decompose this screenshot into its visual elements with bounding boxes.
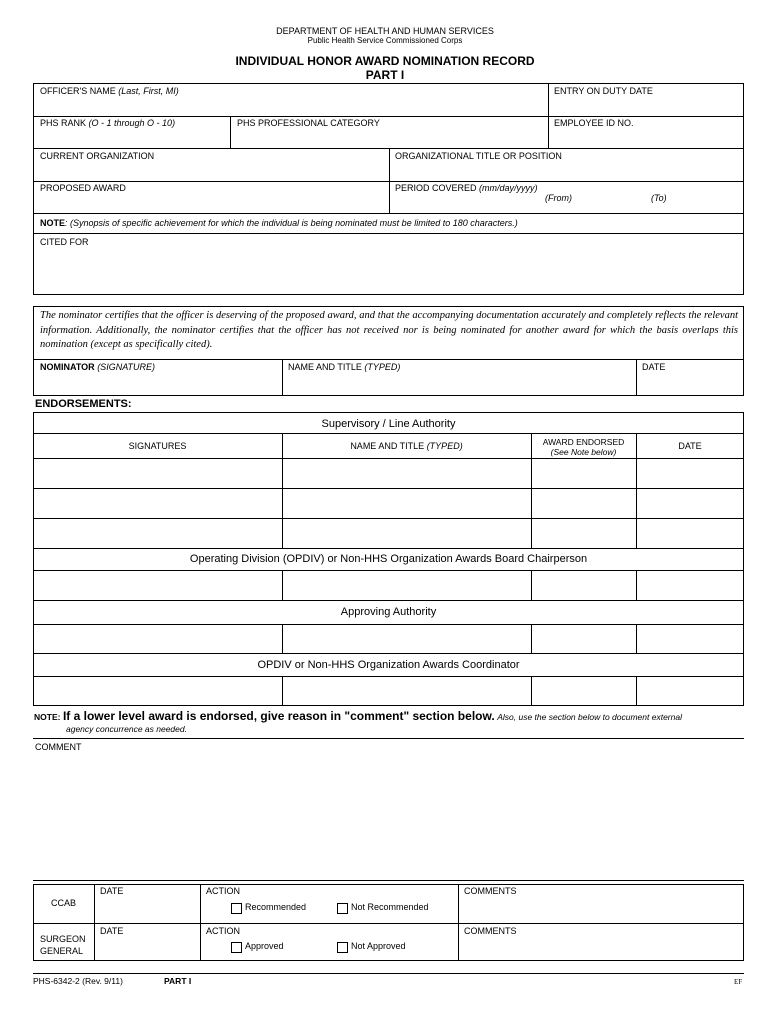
not-approved-checkbox[interactable] <box>337 942 348 953</box>
col-date: DATE <box>678 441 702 451</box>
department-name: DEPARTMENT OF HEALTH AND HUMAN SERVICES <box>276 26 494 36</box>
officer-name-hint: (Last, First, MI) <box>118 86 179 96</box>
corps-name: Public Health Service Commissioned Corps <box>307 36 463 45</box>
form-part: PART I <box>365 68 405 82</box>
name-title-label: NAME AND TITLE <box>288 362 362 372</box>
nominator-name-title-field[interactable] <box>288 362 400 372</box>
recommended-checkbox[interactable] <box>231 903 242 914</box>
period-covered-field[interactable] <box>395 183 538 193</box>
lower-level-note <box>34 709 682 723</box>
officer-name-label: OFFICER'S NAME <box>40 86 116 96</box>
lower-note-label: NOTE: <box>34 712 61 722</box>
nominator-hint: (SIGNATURE) <box>97 362 156 372</box>
lower-note-rest: Also, use the section below to document external <box>497 712 682 722</box>
comment-field[interactable]: COMMENT <box>35 742 82 752</box>
phs-rank-hint: (O - 1 through O - 10) <box>88 118 176 128</box>
opdiv-board-heading: Operating Division (OPDIV) or Non-HHS Organization Awards Board Chairperson <box>189 553 588 565</box>
period-hint: (mm/day/yyyy) <box>479 183 538 193</box>
not-approved-label: Not Approved <box>351 941 406 951</box>
ccab-label: CCAB <box>51 898 77 908</box>
col-signatures: SIGNATURES <box>128 441 187 451</box>
ef-mark: EF <box>734 978 743 986</box>
approving-heading: Approving Authority <box>340 606 437 618</box>
nominator-date-field[interactable]: DATE <box>642 362 666 372</box>
lower-note-bold: If a lower level award is endorsed, give reason in "comment" section below. <box>62 709 495 723</box>
period-covered-label: PERIOD COVERED <box>395 183 477 193</box>
period-to-label: (To) <box>651 193 667 203</box>
col-name-title <box>282 441 531 451</box>
form-number: PHS-6342-2 (Rev. 9/11) <box>33 976 123 986</box>
col-name-title-hint: (TYPED) <box>426 441 463 451</box>
synopsis-note-text: : (Synopsis of specific achievement for which the individual is being nominated must be limited to 180 characters.) <box>65 218 518 228</box>
phs-rank-label: PHS RANK <box>40 118 87 128</box>
endorsements-heading: ENDORSEMENTS: <box>35 398 132 410</box>
not-recommended-label: Not Recommended <box>351 902 429 912</box>
supervisory-heading: Supervisory / Line Authority <box>321 418 456 430</box>
officer-name-field[interactable] <box>40 86 179 96</box>
form-title: INDIVIDUAL HONOR AWARD NOMINATION RECORD <box>235 54 535 68</box>
not-recommended-checkbox[interactable] <box>337 903 348 914</box>
approved-checkbox[interactable] <box>231 942 242 953</box>
ccab-date-field[interactable]: DATE <box>100 886 124 896</box>
sg-comments-field[interactable]: COMMENTS <box>464 926 517 936</box>
employee-id-field[interactable]: EMPLOYEE ID NO. <box>554 118 634 128</box>
approved-label: Approved <box>245 941 284 951</box>
sg-action-label: ACTION <box>206 926 241 936</box>
footer-part: PART I <box>164 976 192 986</box>
phs-rank-field[interactable] <box>40 118 175 128</box>
recommended-label: Recommended <box>245 902 307 912</box>
current-org-field[interactable]: CURRENT ORGANIZATION <box>40 151 155 161</box>
sg-date-field[interactable]: DATE <box>100 926 124 936</box>
cited-for-field[interactable]: CITED FOR <box>40 237 89 247</box>
nominator-signature-field[interactable] <box>40 362 155 372</box>
ccab-action-label: ACTION <box>206 886 241 896</box>
period-from-label: (From) <box>545 193 572 203</box>
col-award-hint: (See Note below) <box>550 447 617 457</box>
general-label: GENERAL <box>40 946 84 956</box>
col-award-endorsed: AWARD ENDORSED <box>542 437 625 447</box>
surgeon-label: SURGEON <box>40 934 86 944</box>
ccab-comments-field[interactable]: COMMENTS <box>464 886 517 896</box>
org-title-field[interactable]: ORGANIZATIONAL TITLE OR POSITION <box>395 151 562 161</box>
synopsis-note <box>40 218 518 228</box>
col-name-title-label: NAME AND TITLE <box>350 441 425 451</box>
synopsis-note-label: NOTE <box>40 218 66 228</box>
nominator-label: NOMINATOR <box>40 362 95 372</box>
name-title-hint: (TYPED) <box>364 362 401 372</box>
phs-category-field[interactable]: PHS PROFESSIONAL CATEGORY <box>237 118 380 128</box>
coordinator-heading: OPDIV or Non-HHS Organization Awards Coordinator <box>257 659 520 671</box>
lower-note-rest2: agency concurrence as needed. <box>66 724 187 734</box>
entry-on-duty-field[interactable]: ENTRY ON DUTY DATE <box>554 86 653 96</box>
proposed-award-field[interactable]: PROPOSED AWARD <box>40 183 126 193</box>
certification-text: The nominator certifies that the officer is deserving of the proposed award, and that the accompanying documentation accurately and completely reflects the relevant information. Additionally, the nominator certifies that the officer has not received nor is being nominated for another award for which the basis overlaps this nomination (except as specifically cited). <box>40 310 738 350</box>
